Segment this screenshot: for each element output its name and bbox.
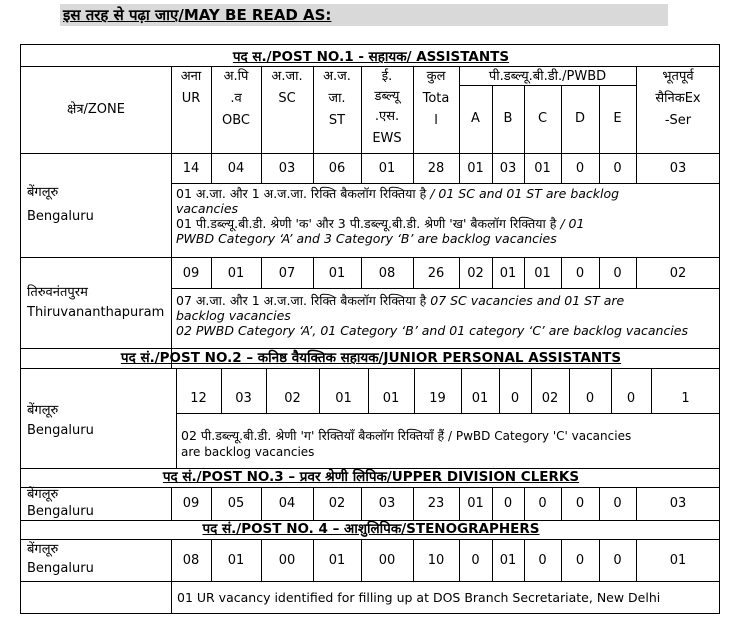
p1-blr-sc: 03 — [278, 161, 296, 176]
p1-blr-obc: 04 — [227, 161, 245, 176]
pwbd-d-header: D — [574, 111, 585, 126]
exser-header-1: भूतपूर्व — [662, 69, 694, 84]
p2-obc: 03 — [235, 391, 252, 406]
p1-tvm-pwbd-e: 0 — [613, 266, 622, 281]
p1-tvm-ur: 09 — [182, 266, 200, 281]
p1-tvm-exser: 02 — [669, 266, 687, 281]
post3-title: पद सं./POST NO.3 – प्रवर श्रेणी लिपिक/UPPER DIVISION CLERKS — [162, 469, 580, 485]
zone-header: क्षेत्र/ZONE — [67, 102, 125, 117]
page-heading: इस तरह से पढ़ा जाए/MAY BE READ AS: — [60, 4, 668, 26]
p2-ews: 01 — [382, 391, 400, 406]
ews-header-2: डब्ल्यू — [374, 89, 400, 104]
exser-header-2: सैनिकEx — [655, 91, 701, 106]
p4-pwbd-c: 0 — [538, 553, 547, 568]
p2-zone-hi: बेंगलूरु — [27, 403, 59, 418]
st-header-3: ST — [328, 113, 346, 128]
p2-ur: 12 — [190, 391, 207, 406]
exser-header-3: -Ser — [664, 113, 692, 128]
p1-tvm-sc: 07 — [278, 266, 296, 281]
p2-pwbd-a: 01 — [471, 391, 489, 406]
p1-tvm-pwbd-a: 02 — [467, 266, 484, 281]
p1-blr-ews: 01 — [378, 161, 396, 176]
ur-header-en: UR — [181, 91, 201, 106]
total-header-3: l — [434, 113, 438, 128]
p4-obc: 01 — [227, 553, 245, 568]
p1-blr-total: 28 — [427, 161, 445, 176]
pwbd-a-header: A — [471, 111, 480, 126]
p3-ur: 09 — [182, 496, 200, 511]
p4-exser: 01 — [669, 553, 687, 568]
p3-obc: 05 — [227, 496, 245, 511]
p4-total: 10 — [427, 553, 445, 568]
p1-blr-pwbd-b: 03 — [499, 161, 517, 176]
p3-pwbd-b: 0 — [503, 496, 513, 511]
p1-blr-exser: 03 — [669, 161, 687, 176]
p1-blr-pwbd-c: 01 — [534, 161, 551, 176]
sc-header-hi: अ.जा. — [271, 69, 303, 84]
sc-header-en: SC — [278, 91, 296, 106]
zone-bengaluru-hi: बेंगलूरु — [27, 185, 59, 200]
p4-pwbd-a: 0 — [471, 553, 480, 568]
p2-note: 02 पी.डब्ल्यू.बी.डी. श्रेणी 'ग' रिक्तियाँ बैकलॉग रिक्तियाँ हैं / PwBD Category 'C' vacancies are backlog vacancies — [181, 428, 632, 459]
p3-pwbd-d: 0 — [575, 496, 585, 511]
p4-ur: 08 — [182, 553, 200, 568]
p1-tvm-obc: 01 — [227, 266, 245, 281]
p4-st: 01 — [328, 553, 346, 568]
p3-pwbd-c: 0 — [538, 496, 547, 511]
p4-zone-en: Bengaluru — [27, 561, 94, 576]
pwbd-b-header: B — [503, 111, 513, 126]
p2-pwbd-b: 0 — [510, 391, 520, 406]
obc-header-3: OBC — [222, 113, 250, 128]
zone-thiruvananthapuram-hi: तिरुवनंतपुरम — [27, 285, 88, 300]
p3-pwbd-e: 0 — [613, 496, 622, 511]
zone-bengaluru-en: Bengaluru — [27, 209, 94, 224]
p1-tvm-pwbd-b: 01 — [499, 266, 517, 281]
p1-blr-pwbd-d: 0 — [575, 161, 585, 176]
total-header-2: Tota — [422, 91, 450, 106]
obc-header-2: .व — [230, 91, 242, 106]
p4-sc: 00 — [278, 553, 296, 568]
post4-title: पद सं./POST NO. 4 – आशुलिपिक/STENOGRAPHERS — [202, 521, 540, 537]
p4-pwbd-b: 01 — [499, 553, 517, 568]
ews-header-3: .एस. — [374, 109, 400, 124]
post2-title: पद सं./POST NO.2 – कनिष्ठ वैयक्तिक सहायक/JUNIOR PERSONAL ASSISTANTS — [120, 350, 622, 366]
p1-tvm-note: 07 अ.जा. और 1 अ.ज.जा. रिक्ति बैकलॉग रिक्तिया है 07 SC vacancies and 01 ST are backlog vacancies 02 PWBD Category ‘A’, 01 Category ‘B’ and 01 category ‘C’ are backlog vacancies — [176, 293, 688, 338]
p3-zone-hi: बेंगलूरु — [27, 487, 59, 502]
ews-header-4: EWS — [372, 131, 402, 146]
st-header-1: अ.ज. — [323, 69, 351, 84]
p1-tvm-st: 01 — [328, 266, 346, 281]
ur-header-hi: अना — [180, 69, 202, 84]
p4-note: 01 UR vacancy identified for filling up at DOS Branch Secretariate, New Delhi — [177, 590, 661, 605]
zone-thiruvananthapuram-en: Thiruvananthapuram — [27, 305, 165, 320]
p2-pwbd-e: 0 — [626, 391, 636, 406]
pwbd-e-header: E — [613, 111, 622, 126]
p1-blr-note: 01 अ.जा. और 1 अ.ज.जा. रिक्ति बैकलॉग रिक्तिया है / 01 SC and 01 ST are backlog vacancies 01 पी.डब्ल्यू.बी.डी. श्रेणी 'क' और 3 पी.डब्ल्यू.बी.डी. श्रेणी 'ख' बैकलॉग रिक्तिया है / 01 PWBD Category ‘A’ and 3 Category ‘B’ are backlog vacancies — [176, 186, 620, 246]
p3-st: 02 — [328, 496, 346, 511]
p3-zone-en: Bengaluru — [27, 504, 94, 519]
p3-ews: 03 — [378, 496, 396, 511]
total-header-1: कुल — [426, 69, 446, 84]
p1-tvm-pwbd-c: 01 — [534, 266, 551, 281]
p1-blr-st: 06 — [328, 161, 346, 176]
p4-ews: 00 — [378, 553, 396, 568]
p2-st: 01 — [335, 391, 352, 406]
p4-pwbd-d: 0 — [575, 553, 585, 568]
p3-pwbd-a: 01 — [467, 496, 484, 511]
p4-pwbd-e: 0 — [613, 553, 622, 568]
p1-blr-ur: 14 — [182, 161, 200, 176]
st-header-2: जा. — [328, 91, 346, 106]
p4-zone-hi: बेंगलूरु — [27, 542, 59, 557]
p2-pwbd-d: 0 — [585, 391, 595, 406]
pwbd-header: पी.डब्ल्यू.बी.डी./PWBD — [488, 69, 607, 84]
p1-blr-pwbd-a: 01 — [467, 161, 484, 176]
vacancy-table — [20, 44, 720, 614]
p3-sc: 04 — [278, 496, 296, 511]
ews-header-1: ई. — [381, 69, 393, 84]
p2-zone-en: Bengaluru — [27, 423, 94, 438]
p2-sc: 02 — [284, 391, 301, 406]
pwbd-c-header: C — [537, 111, 548, 126]
p3-total: 23 — [427, 496, 445, 511]
obc-header-1: अ.पि — [223, 69, 249, 84]
p1-blr-pwbd-e: 0 — [613, 161, 622, 176]
p1-tvm-ews: 08 — [378, 266, 396, 281]
p2-exser: 1 — [681, 391, 690, 406]
p2-total: 19 — [429, 391, 446, 406]
p1-tvm-pwbd-d: 0 — [575, 266, 585, 281]
p2-pwbd-c: 02 — [541, 391, 559, 406]
post1-title: पद स./POST NO.1 - सहायक/ ASSISTANTS — [232, 49, 510, 65]
p3-exser: 03 — [669, 496, 687, 511]
p1-tvm-total: 26 — [427, 266, 445, 281]
